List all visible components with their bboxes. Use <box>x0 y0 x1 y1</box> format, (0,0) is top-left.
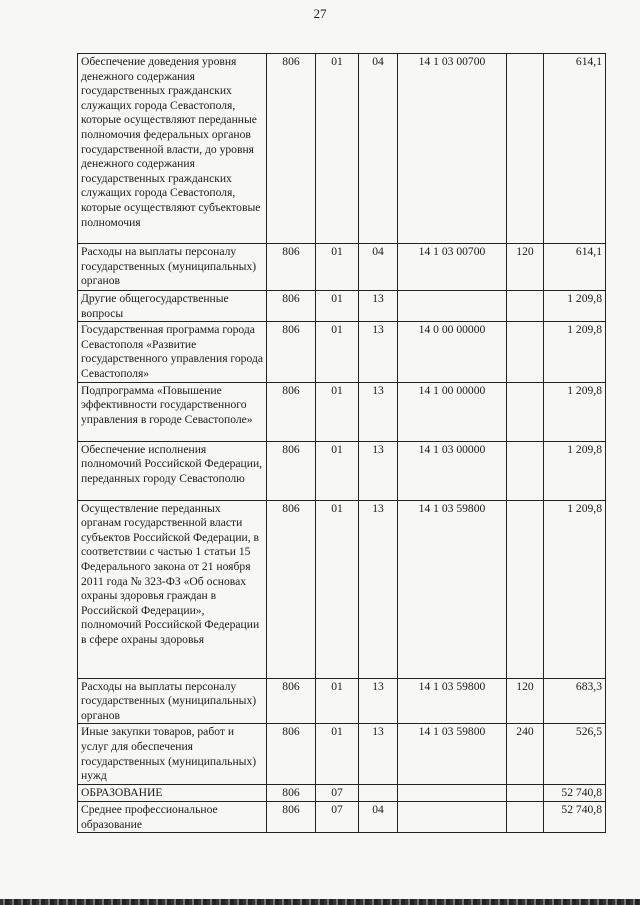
amount: 1 209,8 <box>544 500 606 678</box>
amount: 614,1 <box>544 244 606 291</box>
department-code: 806 <box>267 244 316 291</box>
table-row <box>78 382 606 441</box>
table-row <box>78 322 606 382</box>
expense-type-code: 240 <box>507 724 544 785</box>
expense-type-code <box>507 441 544 500</box>
table-row <box>78 291 606 322</box>
target-article-code: 14 1 03 00700 <box>398 54 507 244</box>
table-row <box>78 441 606 500</box>
expense-type-code <box>507 500 544 678</box>
table-row <box>78 801 606 832</box>
department-code: 806 <box>267 801 316 832</box>
amount: 1 209,8 <box>544 382 606 441</box>
expense-name: Государственная программа города Севастополя «Развитие государственного управления города Севастополя» <box>78 322 267 382</box>
subsection-code: 13 <box>359 322 398 382</box>
section-code: 01 <box>316 322 359 382</box>
department-code: 806 <box>267 678 316 724</box>
table-row <box>78 678 606 724</box>
table-row <box>78 500 606 678</box>
table-row <box>78 785 606 802</box>
amount: 683,3 <box>544 678 606 724</box>
expense-name: Обеспечение исполнения полномочий Российской Федерации, переданных городу Севастополю <box>78 441 267 500</box>
expense-name: Другие общегосударственные вопросы <box>78 291 267 322</box>
section-code: 01 <box>316 441 359 500</box>
section-code: 01 <box>316 724 359 785</box>
subsection-code: 13 <box>359 500 398 678</box>
expense-name: Расходы на выплаты персоналу государственных (муниципальных) органов <box>78 678 267 724</box>
amount: 1 209,8 <box>544 322 606 382</box>
subsection-code: 13 <box>359 382 398 441</box>
amount: 1 209,8 <box>544 291 606 322</box>
department-code: 806 <box>267 322 316 382</box>
amount: 526,5 <box>544 724 606 785</box>
budget-table <box>77 53 606 833</box>
subsection-code: 04 <box>359 801 398 832</box>
section-code: 01 <box>316 54 359 244</box>
department-code: 806 <box>267 785 316 802</box>
section-code: 01 <box>316 291 359 322</box>
department-code: 806 <box>267 382 316 441</box>
subsection-code: 13 <box>359 724 398 785</box>
table-row <box>78 724 606 785</box>
expense-name: Расходы на выплаты персоналу государственных (муниципальных) органов <box>78 244 267 291</box>
subsection-code: 04 <box>359 244 398 291</box>
subsection-code <box>359 785 398 802</box>
target-article-code: 14 1 03 59800 <box>398 724 507 785</box>
target-article-code: 14 1 03 59800 <box>398 500 507 678</box>
table-row <box>78 244 606 291</box>
expense-type-code <box>507 785 544 802</box>
expense-name: Обеспечение доведения уровня денежного содержания государственных гражданских служащих города Севастополя, которые осуществляют переданные полномочия федеральных органов государственной власти, до уровня денежного содержания государственных гражданских служащих города Севастополя, которые осуществляют субъектовые полномочия <box>78 54 267 244</box>
expense-type-code <box>507 322 544 382</box>
expense-type-code <box>507 382 544 441</box>
target-article-code <box>398 785 507 802</box>
scan-bottom-edge <box>0 899 640 905</box>
department-code: 806 <box>267 724 316 785</box>
amount: 614,1 <box>544 54 606 244</box>
expense-name: Иные закупки товаров, работ и услуг для обеспечения государственных (муниципальных) нужд <box>78 724 267 785</box>
target-article-code: 14 1 03 00700 <box>398 244 507 291</box>
expense-type-code <box>507 54 544 244</box>
amount: 1 209,8 <box>544 441 606 500</box>
expense-name: Среднее профессиональное образование <box>78 801 267 832</box>
budget-table-body <box>78 54 606 833</box>
expense-type-code <box>507 801 544 832</box>
department-code: 806 <box>267 500 316 678</box>
expense-type-code: 120 <box>507 678 544 724</box>
expense-type-code <box>507 291 544 322</box>
expense-name: ОБРАЗОВАНИЕ <box>78 785 267 802</box>
expense-type-code: 120 <box>507 244 544 291</box>
section-code: 07 <box>316 801 359 832</box>
department-code: 806 <box>267 441 316 500</box>
target-article-code: 14 0 00 00000 <box>398 322 507 382</box>
target-article-code <box>398 291 507 322</box>
subsection-code: 04 <box>359 54 398 244</box>
subsection-code: 13 <box>359 678 398 724</box>
expense-name: Подпрограмма «Повышение эффективности государственного управления в городе Севастополе» <box>78 382 267 441</box>
section-code: 01 <box>316 382 359 441</box>
amount: 52 740,8 <box>544 801 606 832</box>
table-row <box>78 54 606 244</box>
section-code: 01 <box>316 678 359 724</box>
department-code: 806 <box>267 291 316 322</box>
department-code: 806 <box>267 54 316 244</box>
section-code: 01 <box>316 500 359 678</box>
section-code: 01 <box>316 244 359 291</box>
subsection-code: 13 <box>359 441 398 500</box>
target-article-code: 14 1 03 00000 <box>398 441 507 500</box>
subsection-code: 13 <box>359 291 398 322</box>
expense-name: Осуществление переданных органам государственной власти субъектов Российской Федерации, в соответствии с частью 1 статьи 15 Федерального закона от 21 ноября 2011 года № 323-ФЗ «Об основах охраны здоровья граждан в Российской Федерации», полномочий Российской Федерации в сфере охраны здоровья <box>78 500 267 678</box>
target-article-code <box>398 801 507 832</box>
target-article-code: 14 1 03 59800 <box>398 678 507 724</box>
amount: 52 740,8 <box>544 785 606 802</box>
target-article-code: 14 1 00 00000 <box>398 382 507 441</box>
section-code: 07 <box>316 785 359 802</box>
page-number: 27 <box>313 6 327 21</box>
